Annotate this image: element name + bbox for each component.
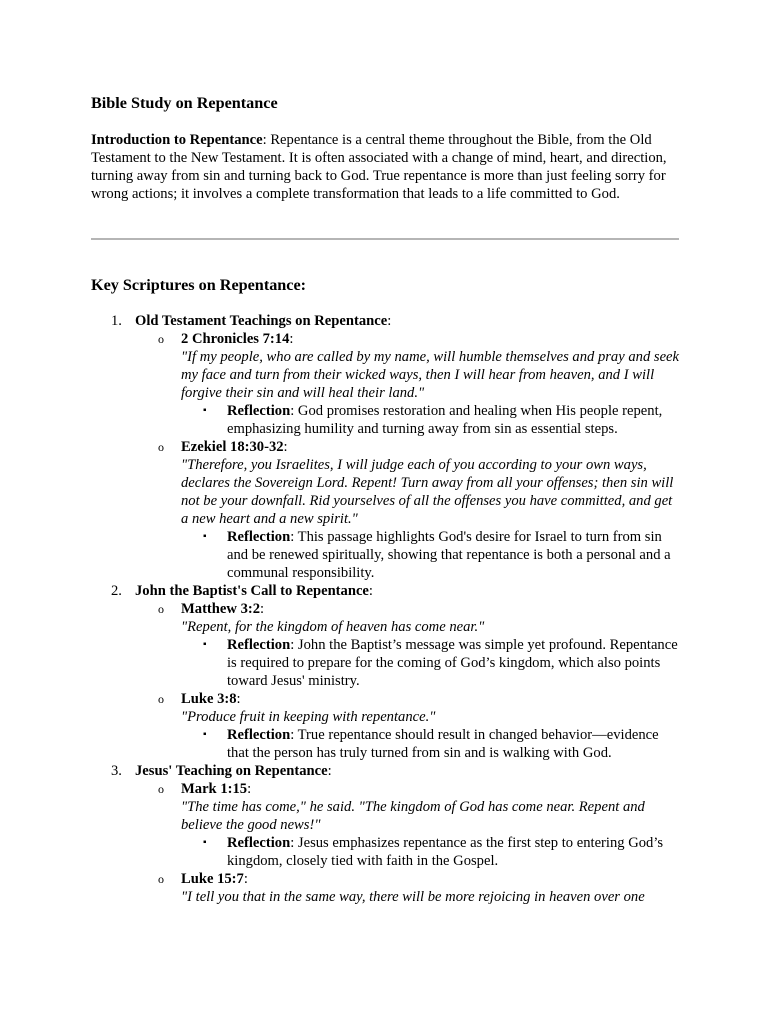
scripture-reference: Matthew 3:2 (181, 601, 261, 617)
hollow-bullet-icon: o (158, 872, 164, 886)
scripture-reference: 2 Chronicles 7:14 (181, 331, 290, 347)
reflection-item (91, 528, 691, 582)
list-item: 3. Jesus' Teaching on Repentance: (111, 763, 332, 779)
scripture-entry: o Mark 1:15: "The time has come," he said. "The kingdom of God has come near. Repent and believe the good news!" (91, 780, 691, 834)
reflection-text: : This passage highlights God's desire for Israel to turn from sin and be renewed spiritually, showing that repentance is both a personal and a communal responsibility. (227, 529, 671, 581)
reflection-label: Reflection (227, 529, 291, 545)
scripture-entry: o Luke 3:8: "Produce fruit in keeping with repentance." (91, 690, 691, 726)
intro-paragraph (91, 131, 681, 203)
square-bullet-icon: ▪ (203, 837, 207, 848)
hollow-bullet-icon: o (158, 692, 164, 706)
reflection-text: : Jesus emphasizes repentance as the first step to entering God’s kingdom, closely tied with faith in the Gospel. (227, 835, 664, 869)
reflection-text: : True repentance should result in changed behavior—evidence that the person has truly turned from sin and is walking with God. (227, 727, 659, 761)
section-heading: Old Testament Teachings on Repentance (135, 313, 388, 329)
scripture-reference: Ezekiel 18:30-32 (181, 439, 284, 455)
scripture-entry: o 2 Chronicles 7:14: "If my people, who are called by my name, will humble themselves and pray and seek my face and turn from their wicked ways, then I will hear from heaven, and I will forgive their sin and will heal their land." (158, 331, 679, 401)
scripture-quote: "I tell you that in the same way, there will be more rejoicing in heaven over one (181, 889, 645, 905)
list-number: 3. (111, 763, 122, 779)
document-title: Bible Study on Repentance (91, 94, 278, 112)
hollow-bullet-icon: o (158, 440, 164, 454)
section-heading: John the Baptist's Call to Repentance (135, 583, 369, 599)
reflection-label: Reflection (227, 727, 291, 743)
scripture-quote: "Therefore, you Israelites, I will judge each of you according to your own ways, declares the Sovereign Lord. Repent! Turn away from all your offenses; then sin will not be your downfall. Rid yourselves of all the offenses you have committed, and get a new heart and a new spirit." (181, 457, 674, 527)
square-bullet-icon: ▪ (203, 729, 207, 740)
square-bullet-icon: ▪ (203, 639, 207, 650)
scripture-entry: o Luke 15:7: "I tell you that in the same way, there will be more rejoicing in heaven over one (91, 870, 691, 906)
scripture-quote: "Produce fruit in keeping with repentance." (181, 709, 436, 725)
reflection-label: Reflection (227, 403, 291, 419)
reflection-label: Reflection (227, 637, 291, 653)
scripture-entry: o Matthew 3:2: "Repent, for the kingdom of heaven has come near." (91, 600, 691, 636)
scripture-quote: "The time has come," he said. "The kingdom of God has come near. Repent and believe the good news!" (181, 799, 645, 833)
intro-text: : Repentance is a central theme throughout the Bible, from the Old Testament to the New Testament. It is often associated with a change of mind, heart, and direction, turning away from sin and turning back to God. True repentance is more than just feeling sorry for wrong actions; it involves a complete transformation that leads to a life committed to God. (91, 132, 667, 202)
list-item: 2. John the Baptist's Call to Repentance: (111, 583, 373, 599)
scripture-entry: o Ezekiel 18:30-32: "Therefore, you Israelites, I will judge each of you according to your own ways, declares the Sovereign Lord. Repent! Turn away from all your offenses; then sin will not be your downfall. Rid yourselves of all the offenses you have committed, and get a new heart and a new spirit." (91, 438, 691, 528)
reflection-label: Reflection (227, 835, 291, 851)
hollow-bullet-icon: o (158, 332, 164, 346)
reflection-item (91, 636, 691, 690)
reflection-text: : God promises restoration and healing when His people repent, emphasizing humility and turning away from sin as essential steps. (227, 403, 663, 437)
list-number: 2. (111, 583, 122, 599)
intro-label: Introduction to Repentance (91, 132, 263, 148)
reflection-item (91, 726, 691, 762)
scripture-quote: "If my people, who are called by my name, will humble themselves and pray and seek my face and turn from their wicked ways, then I will hear from heaven, and I will forgive their sin and will heal their land." (181, 349, 679, 401)
list-item: 1. Old Testament Teachings on Repentance: (111, 313, 392, 329)
scripture-reference: Luke 15:7 (181, 871, 244, 887)
hollow-bullet-icon: o (158, 602, 164, 616)
scripture-quote: "Repent, for the kingdom of heaven has come near." (181, 619, 485, 635)
square-bullet-icon: ▪ (203, 405, 207, 416)
hollow-bullet-icon: o (158, 782, 164, 796)
reflection-item (91, 402, 691, 438)
reflection-text: : John the Baptist’s message was simple yet profound. Repentance is required to prepare for the coming of God’s kingdom, which also points toward Jesus' ministry. (227, 637, 678, 689)
scripture-reference: Luke 3:8 (181, 691, 237, 707)
square-bullet-icon: ▪ (203, 531, 207, 542)
section-title: Key Scriptures on Repentance: (91, 276, 307, 294)
scripture-list (91, 312, 691, 906)
list-number: 1. (111, 313, 122, 329)
scripture-reference: Mark 1:15 (181, 781, 248, 797)
section-heading: Jesus' Teaching on Repentance (135, 763, 328, 779)
horizontal-divider (91, 238, 679, 240)
reflection-item (91, 834, 691, 870)
